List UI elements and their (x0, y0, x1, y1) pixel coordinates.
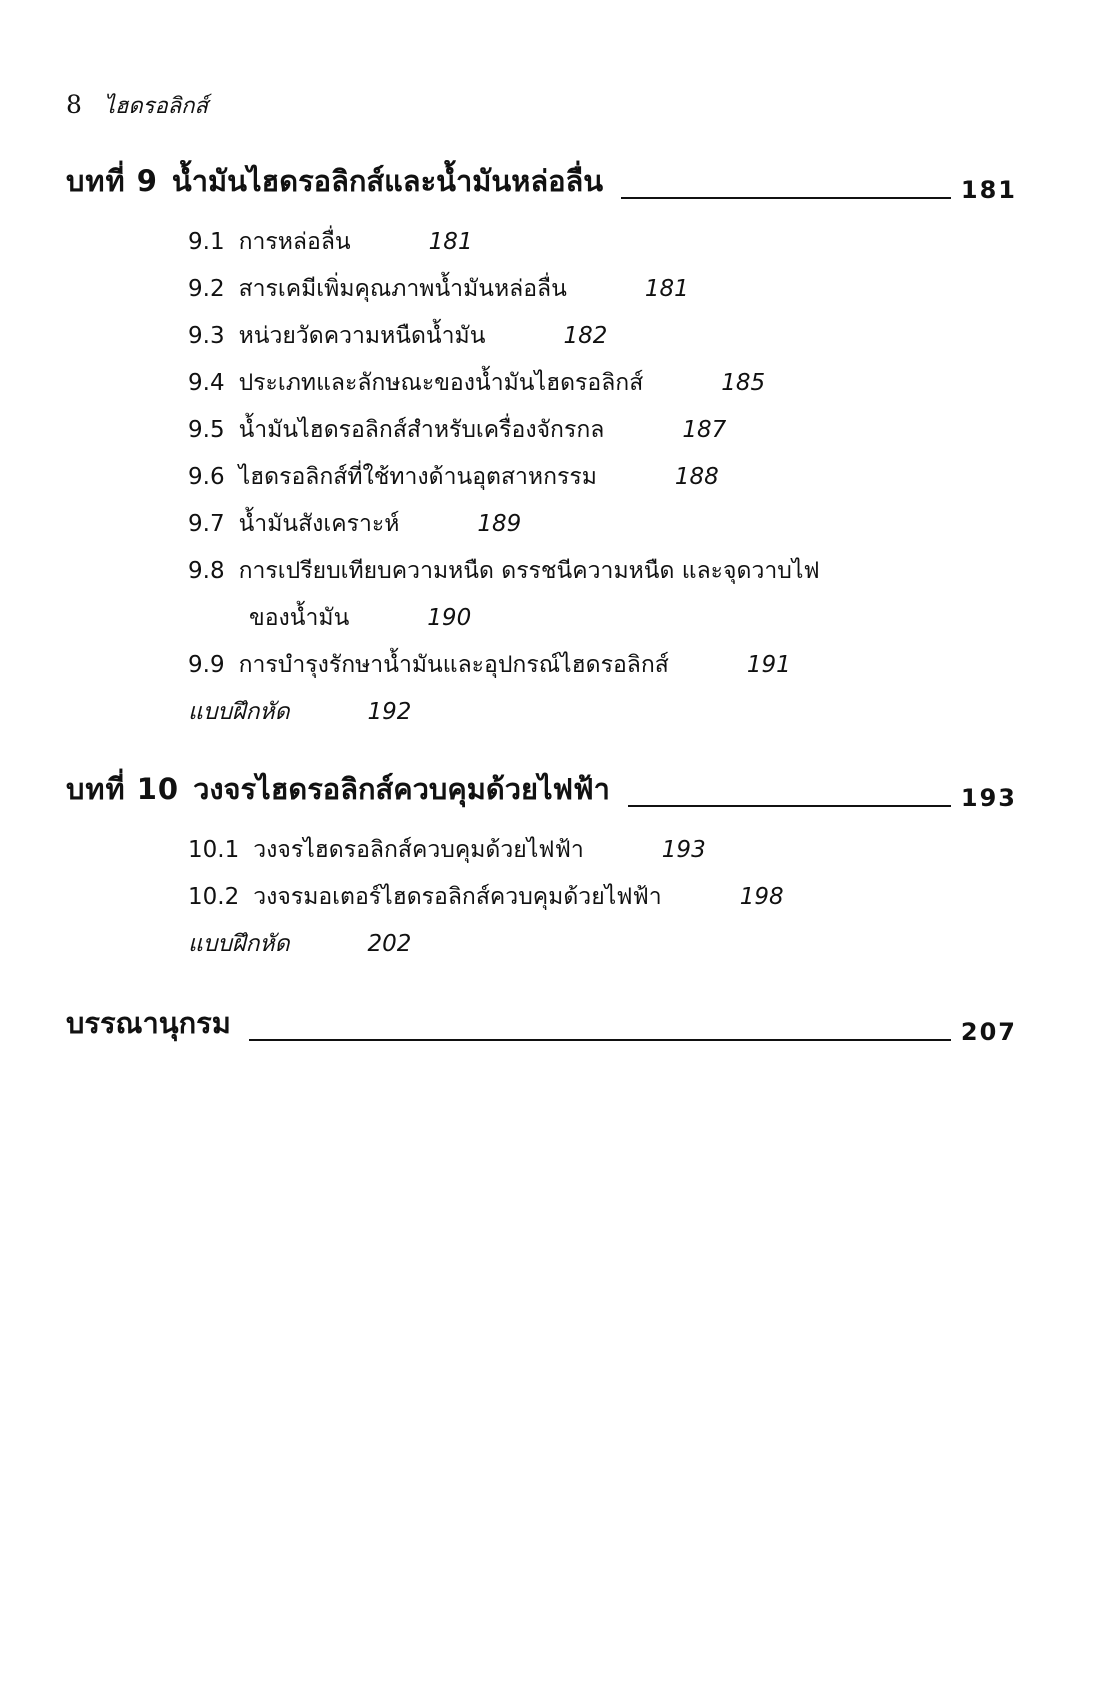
exercise-title: แบบฝึกหัด (188, 931, 290, 957)
section-number: 9.8 (188, 558, 225, 584)
section-title: หน่วยวัดความหนืดน้ำมัน (238, 323, 486, 349)
section-title-continued: ของน้ำมัน (249, 605, 350, 631)
section-title: สารเคมีเพิ่มคุณภาพน้ำมันหล่อลื่น (238, 276, 567, 302)
page-number: 8 (66, 90, 82, 119)
exercise-title: แบบฝึกหัด (188, 699, 290, 725)
section-number: 9.5 (188, 417, 225, 443)
section-page: 188 (674, 464, 719, 490)
toc-entry-exercise-10[interactable] (188, 926, 411, 962)
bibliography-page: 207 (960, 1018, 1017, 1046)
toc-entry-exercise-9[interactable] (188, 694, 411, 730)
bibliography-heading[interactable] (66, 1000, 1017, 1046)
toc-entry-10-1[interactable] (188, 832, 706, 868)
chapter-title: วงจรไฮดรอลิกส์ควบคุมด้วยไฟฟ้า (193, 772, 610, 806)
leader-rule (621, 196, 951, 199)
section-title: ไฮดรอลิกส์ที่ใช้ทางด้านอุตสาหกรรม (238, 464, 597, 490)
toc-entry-9-2[interactable] (188, 271, 689, 307)
section-number: 9.9 (188, 652, 225, 678)
chapter-title: น้ำมันไฮดรอลิกส์และน้ำมันหล่อลื่น (171, 164, 604, 198)
book-title: ไฮดรอลิกส์ (103, 94, 208, 119)
running-head (66, 88, 208, 123)
section-page: 182 (563, 323, 608, 349)
section-page: 181 (428, 229, 473, 255)
section-title: วงจรมอเตอร์ไฮดรอลิกส์ควบคุมด้วยไฟฟ้า (253, 884, 662, 910)
section-page: 193 (661, 837, 706, 863)
section-page: 185 (721, 370, 766, 396)
section-title: การบำรุงรักษาน้ำมันและอุปกรณ์ไฮดรอลิกส์ (238, 652, 669, 678)
section-number: 9.6 (188, 464, 225, 490)
chapter-10-heading[interactable] (66, 766, 1017, 812)
exercise-page: 192 (367, 699, 412, 725)
toc-entry-9-4[interactable] (188, 365, 765, 401)
section-page: 181 (644, 276, 689, 302)
chapter-9-heading[interactable] (66, 158, 1017, 204)
section-number: 10.1 (188, 837, 240, 863)
toc-entry-9-7[interactable] (188, 506, 521, 542)
toc-entry-9-1[interactable] (188, 224, 473, 260)
toc-entry-9-6[interactable] (188, 459, 719, 495)
toc-entry-9-9[interactable] (188, 647, 791, 683)
bibliography-title: บรรณานุกรม (66, 1006, 231, 1040)
chapter-label: บทที่ 9 (66, 164, 158, 198)
leader-rule (249, 1038, 951, 1041)
section-title: น้ำมันสังเคราะห์ (238, 511, 400, 537)
section-number: 9.3 (188, 323, 225, 349)
leader-rule (628, 804, 951, 807)
section-number: 9.2 (188, 276, 225, 302)
toc-entry-9-8[interactable] (188, 553, 820, 589)
section-number: 9.1 (188, 229, 225, 255)
section-page: 191 (746, 652, 791, 678)
toc-entry-9-3[interactable] (188, 318, 607, 354)
toc-entry-10-2[interactable] (188, 879, 784, 915)
section-page: 187 (682, 417, 727, 443)
section-page: 190 (427, 605, 472, 631)
exercise-page: 202 (367, 931, 412, 957)
toc-entry-9-5[interactable] (188, 412, 726, 448)
toc-entry-9-8-continued[interactable] (249, 600, 471, 636)
section-title: ประเภทและลักษณะของน้ำมันไฮดรอลิกส์ (238, 370, 644, 396)
section-title: วงจรไฮดรอลิกส์ควบคุมด้วยไฟฟ้า (253, 837, 584, 863)
section-title: การหล่อลื่น (238, 229, 351, 255)
chapter-page: 193 (960, 784, 1017, 812)
section-title: การเปรียบเทียบความหนืด ดรรชนีความหนืด และจุดวาบไฟ (238, 558, 820, 584)
section-page: 198 (739, 884, 784, 910)
section-number: 10.2 (188, 884, 240, 910)
section-page: 189 (477, 511, 522, 537)
section-number: 9.4 (188, 370, 225, 396)
chapter-label: บทที่ 10 (66, 772, 180, 806)
section-title: น้ำมันไฮดรอลิกส์สำหรับเครื่องจักรกล (238, 417, 605, 443)
section-number: 9.7 (188, 511, 225, 537)
chapter-page: 181 (960, 176, 1017, 204)
